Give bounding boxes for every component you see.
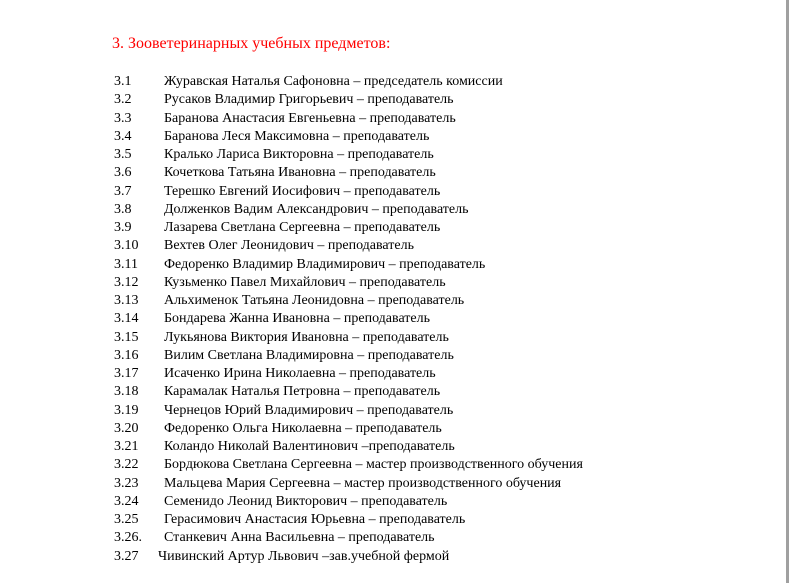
- item-number: 3.6: [114, 165, 132, 181]
- item-text: Кузьменко Павел Михайлович – преподаватель: [164, 274, 446, 290]
- item-text: Коландо Николай Валентинович –преподаватель: [164, 439, 455, 454]
- item-number: 3.27: [114, 548, 139, 564]
- item-number: 3.24: [114, 493, 139, 509]
- item-number: 3.25: [114, 512, 139, 527]
- item-number: 3.14: [114, 311, 139, 327]
- item-text: Терешко Евгений Иосифович – преподаватель: [164, 183, 441, 199]
- item-number: 3.15: [114, 329, 139, 345]
- item-number: 3.22: [114, 457, 139, 473]
- item-number: 3.11: [114, 256, 138, 272]
- item-number: 3.3: [114, 110, 132, 126]
- item-text: Мальцева Мария Сергеевна – мастер производственного обучения: [164, 475, 562, 491]
- item-number: 3.18: [114, 384, 139, 400]
- item-number: 3.17: [114, 366, 139, 381]
- item-text: Альхименок Татьяна Леонидовна – преподаватель: [164, 293, 465, 308]
- item-text: Баранова Анастасия Евгеньевна – преподаватель: [164, 110, 456, 126]
- item-number: 3.5: [114, 147, 132, 162]
- item-number: 3.1: [114, 74, 132, 89]
- item-number: 3.8: [114, 201, 132, 217]
- item-number: 3.10: [114, 238, 139, 254]
- item-text: Федоренко Владимир Владимирович – преподаватель: [164, 256, 486, 272]
- item-number: 3.20: [114, 420, 139, 436]
- item-text: Бордюкова Светлана Сергеевна – мастер производственного обучения: [164, 457, 583, 473]
- item-number: 3.23: [114, 475, 139, 491]
- item-number: 3.9: [114, 220, 132, 235]
- section-heading: 3. Зооветеринарных учебных предметов:: [112, 35, 391, 52]
- item-text: Бондарева Жанна Ивановна – преподаватель: [164, 311, 430, 327]
- item-text: Семенидо Леонид Викторович – преподаватель: [164, 493, 448, 509]
- item-text: Герасимович Анастасия Юрьевна – преподаватель: [164, 512, 466, 527]
- item-text: Вилим Светлана Владимировна – преподаватель: [164, 347, 454, 363]
- item-text: Вехтев Олег Леонидович – преподаватель: [164, 238, 414, 254]
- item-text: Федоренко Ольга Николаевна – преподаватель: [164, 420, 442, 436]
- item-text: Лукьянова Виктория Ивановна – преподаватель: [164, 329, 449, 345]
- item-text: Баранова Леся Максимовна – преподаватель: [164, 128, 430, 144]
- item-text: Журавская Наталья Сафоновна – председатель комиссии: [164, 74, 503, 89]
- item-text: Лазарева Светлана Сергеевна – преподаватель: [164, 220, 441, 235]
- item-number: 3.12: [114, 274, 139, 290]
- item-number: 3.13: [114, 293, 139, 308]
- item-text: Карамалак Наталья Петровна – преподаватель: [164, 384, 441, 400]
- item-text: Исаченко Ирина Николаевна – преподаватель: [164, 366, 436, 381]
- item-number: 3.7: [114, 183, 132, 199]
- item-number: 3.19: [114, 402, 139, 418]
- item-text: Кралько Лариса Викторовна – преподаватель: [164, 147, 434, 162]
- item-number: 3.21: [114, 439, 139, 454]
- item-text: Русаков Владимир Григорьевич – преподаватель: [164, 92, 454, 108]
- item-text: Станкевич Анна Васильевна – преподаватель: [164, 530, 435, 546]
- item-number: 3.2: [114, 92, 132, 108]
- item-text: Кочеткова Татьяна Ивановна – преподаватель: [164, 165, 436, 181]
- item-text: Чернецов Юрий Владимирович – преподаватель: [164, 402, 454, 418]
- item-number: 3.16: [114, 347, 139, 363]
- item-number: 3.26.: [114, 530, 142, 546]
- item-number: 3.4: [114, 128, 132, 144]
- item-text: Чивинский Артур Львович –зав.учебной фермой: [158, 548, 450, 564]
- item-text: Долженков Вадим Александрович – преподаватель: [164, 201, 469, 217]
